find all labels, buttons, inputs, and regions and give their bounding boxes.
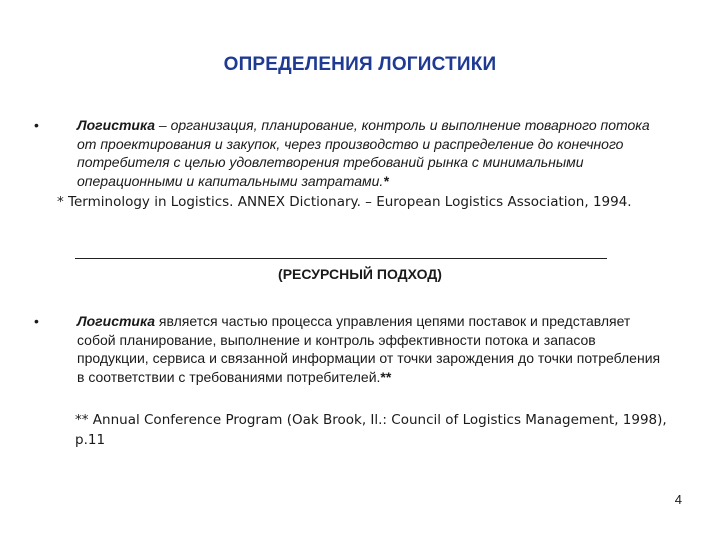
page-number: 4 (674, 492, 682, 507)
footnote-1: * Terminology in Logistics. ANNEX Dictionary. – European Logistics Association, 1994. (57, 194, 632, 210)
footnote-2: ** Annual Conference Program (Oak Brook, Il.: Council of Logistics Management, 1998), p.11 (75, 412, 667, 448)
definition-2-term: Логистика (77, 313, 156, 329)
definition-1-marker: * (383, 172, 389, 189)
definition-1-text: – организация, планирование, контроль и выполнение товарного потока от проектирования и закупок, через производство и распределение до конечного потребителя с целью удовлетворения требований рынка с минимальными операционными и капитальными затратами. (77, 117, 650, 189)
subheading-resource-approach: (РЕСУРСНЫЙ ПОДХОД) (278, 266, 442, 282)
bullet-2: • (34, 313, 39, 329)
bullet-1: • (34, 117, 39, 133)
definition-2-marker: ** (380, 368, 392, 385)
definition-2 (77, 312, 662, 386)
definition-2-text: является частью процесса управления цепями поставок и представляет собой планирование, выполнение и контроль эффективности потока и запасов продукции, сервиса и связанной информации от точки зарождения до точки потребления в соответствии с требованиями потребителей. (77, 313, 661, 385)
definition-1 (77, 116, 662, 190)
divider-line (75, 258, 607, 259)
slide-title: ОПРЕДЕЛЕНИЯ ЛОГИСТИКИ (223, 54, 497, 75)
definition-1-term: Логистика (77, 117, 156, 133)
